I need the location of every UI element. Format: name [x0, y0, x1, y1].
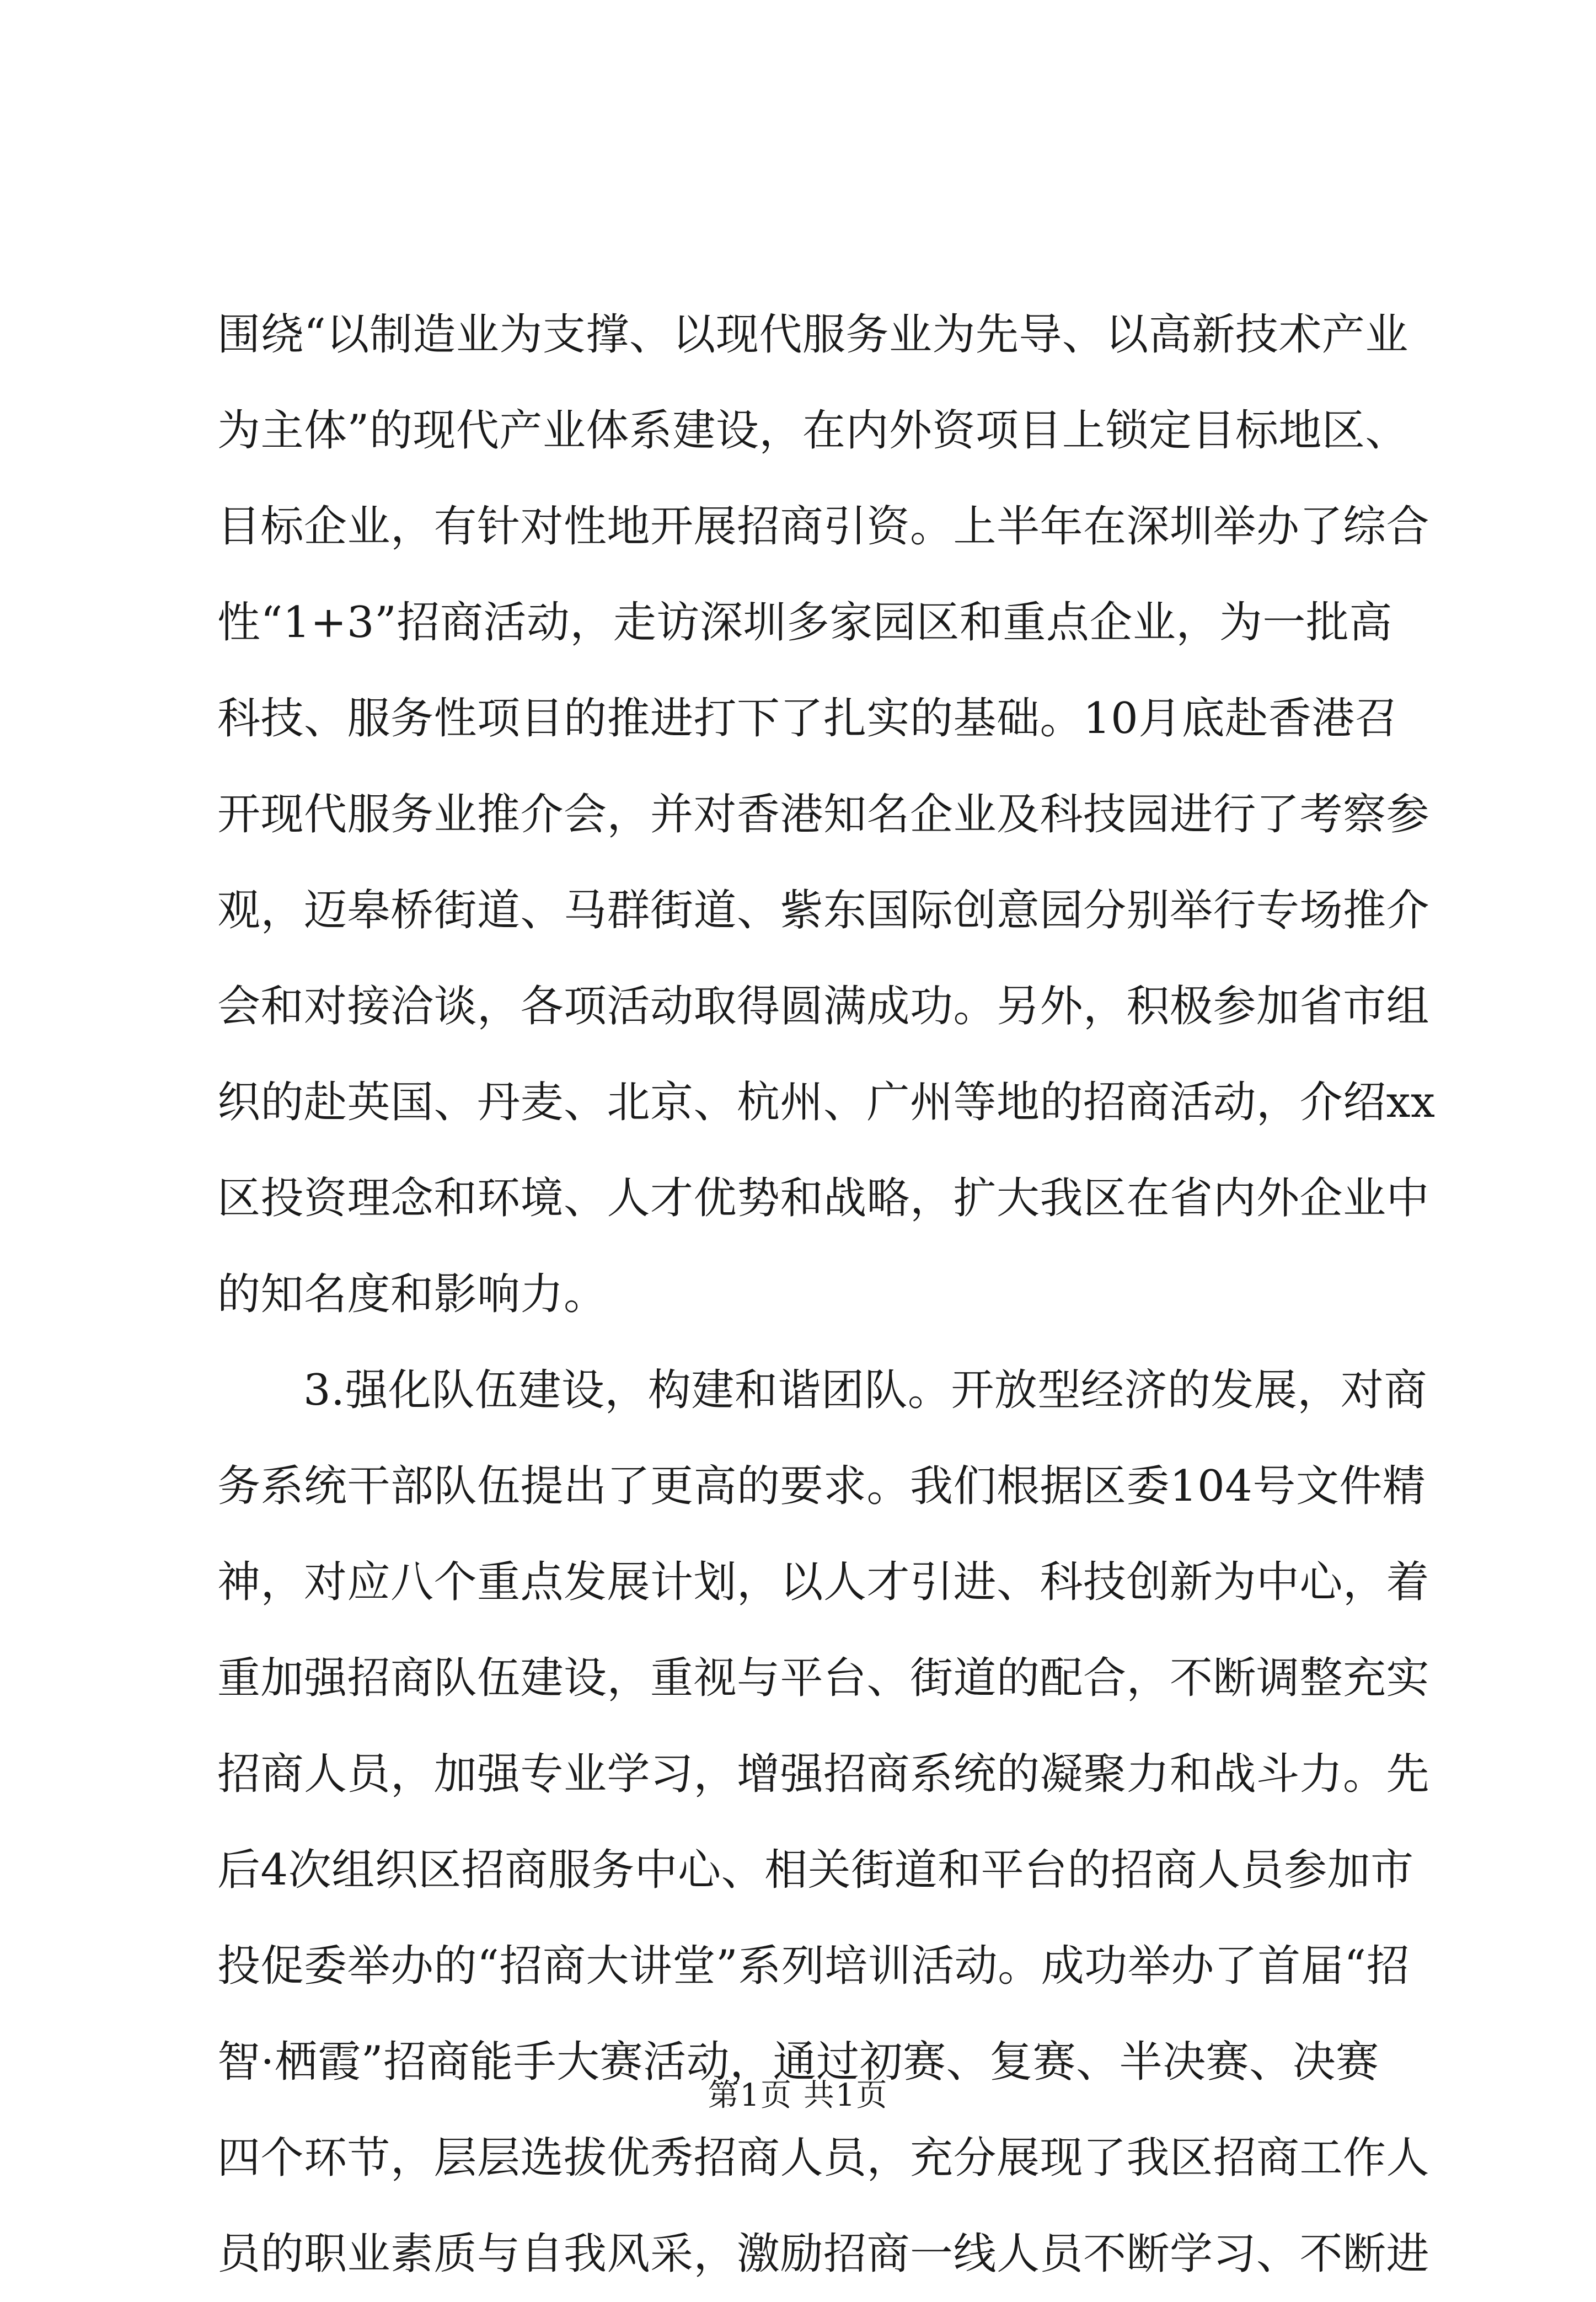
text-line: 的知名度和影响力。	[217, 1270, 607, 1319]
text-line: 为主体”的现代产业体系建设，在内外资项目上锁定目标地区、	[217, 406, 1408, 456]
page-footer	[0, 2074, 1596, 2118]
text-line: 观，迈皋桥街道、马群街道、紫东国际创意园分别举行专场推介	[217, 886, 1430, 935]
text-line: 目标企业，有针对性地开展招商引资。上半年在深圳举办了综合	[217, 502, 1430, 552]
text-line: 科技、服务性项目的推进打下了扎实的基础。10月底赴香港召	[217, 694, 1399, 743]
text-line: 围绕“以制造业为支撑、以现代服务业为先导、以高新技术产业	[217, 310, 1408, 360]
text-line: 投促委举办的“招商大讲堂”系列培训活动。成功举办了首届“招	[217, 1941, 1410, 1991]
text-line: 神，对应八个重点发展计划，以人才引进、科技创新为中心，着	[217, 1557, 1430, 1607]
text-line: 员的职业素质与自我风采，激励招商一线人员不断学习、不断进	[217, 2229, 1430, 2279]
page-number-label: 第1页 共1页	[708, 2078, 888, 2113]
text-line: 后4次组织区招商服务中心、相关街道和平台的招商人员参加市	[217, 1845, 1414, 1895]
text-line: 性“1+3”招商活动，走访深圳多家园区和重点企业，为一批高	[217, 598, 1393, 647]
text-line: 招商人员，加强专业学习，增强招商系统的凝聚力和战斗力。先	[217, 1749, 1430, 1799]
document-body	[217, 287, 1436, 2302]
text-line: 重加强招商队伍建设，重视与平台、街道的配合，不断调整充实	[217, 1653, 1430, 1703]
text-line: 开现代服务业推介会，并对香港知名企业及科技园进行了考察参	[217, 790, 1430, 839]
text-line: 智·栖霞”招商能手大赛活动，通过初赛、复赛、半决赛、决赛	[217, 2037, 1379, 2087]
text-line: 区投资理念和环境、人才优势和战略，扩大我区在省内外企业中	[217, 1174, 1430, 1223]
section-heading-line: 3.强化队伍建设，构建和谐团队。开放型经济的发展，对商	[303, 1366, 1427, 1415]
text-line: 四个环节，层层选拔优秀招商人员，充分展现了我区招商工作人	[217, 2133, 1430, 2183]
text-line: 织的赴英国、丹麦、北京、杭州、广州等地的招商活动，介绍xx	[217, 1078, 1436, 1127]
text-line: 务系统干部队伍提出了更高的要求。我们根据区委104号文件精	[217, 1461, 1426, 1511]
text-line: 会和对接洽谈，各项活动取得圆满成功。另外，积极参加省市组	[217, 982, 1430, 1031]
